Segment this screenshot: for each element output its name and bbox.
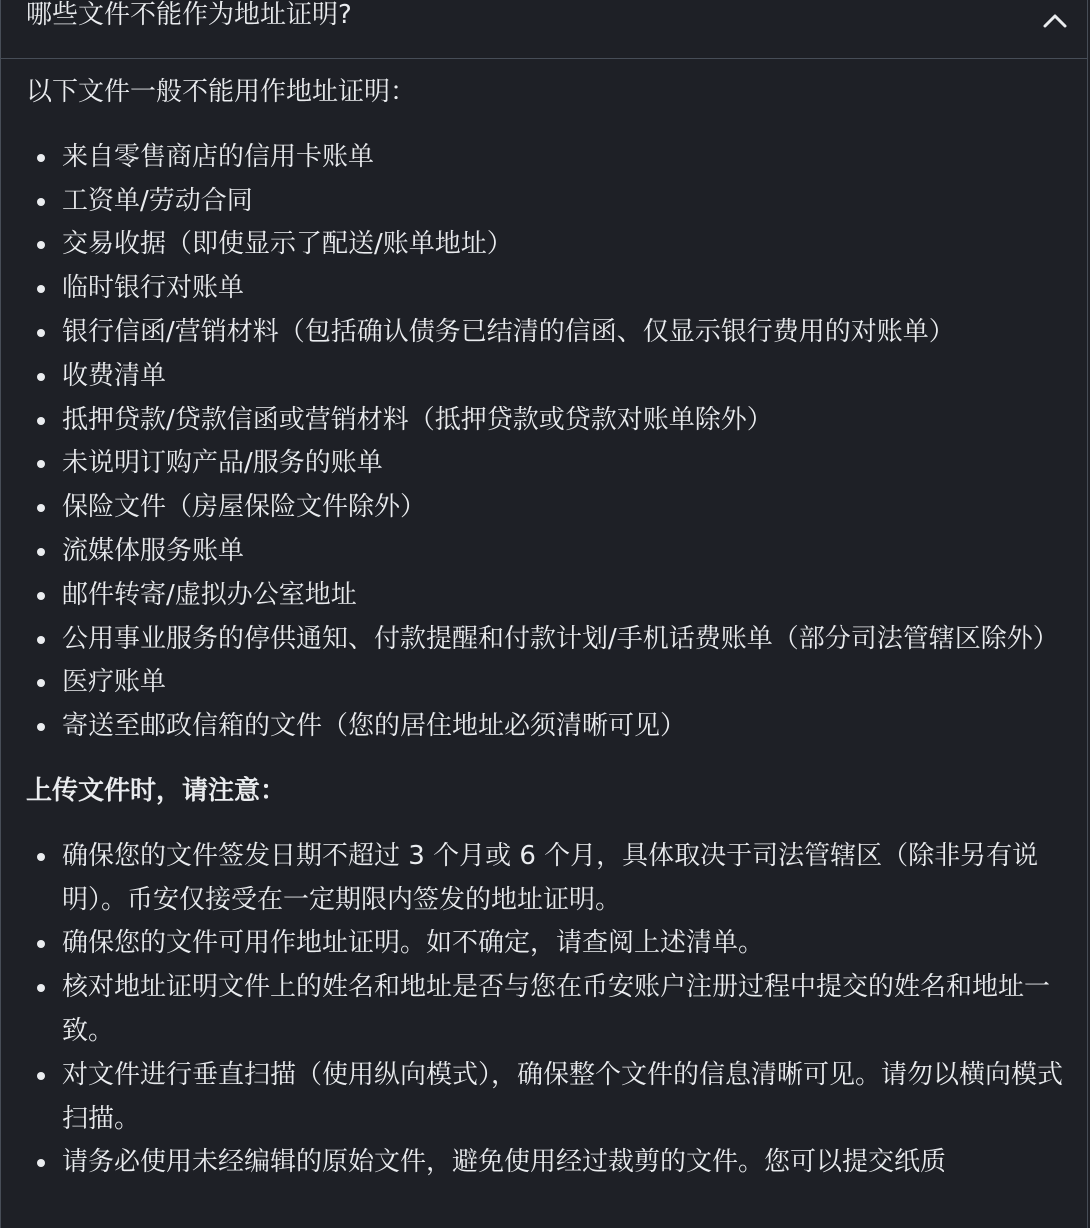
- list-item: 交易收据（即使显示了配送/账单地址）: [26, 223, 1071, 267]
- list-item: 确保您的文件可用作地址证明。如不确定，请查阅上述清单。: [26, 922, 1071, 966]
- list-item: 确保您的文件签发日期不超过 3 个月或 6 个月，具体取决于司法管辖区（除非另有说明）。币安仅接受在一定期限内签发的地址证明。: [26, 835, 1071, 923]
- upload-tips-list: [26, 835, 1071, 1185]
- list-item: 工资单/劳动合同: [26, 180, 1071, 224]
- list-item: 来自零售商店的信用卡账单: [26, 136, 1071, 180]
- accordion-header[interactable]: [1, 0, 1087, 59]
- list-item: 邮件转寄/虚拟办公室地址: [26, 574, 1071, 618]
- list-item: 流媒体服务账单: [26, 530, 1071, 574]
- list-item: 对文件进行垂直扫描（使用纵向模式），确保整个文件的信息清晰可见。请勿以横向模式扫描。: [26, 1054, 1071, 1142]
- list-item: 公用事业服务的停供通知、付款提醒和付款计划/手机话费账单（部分司法管辖区除外）: [26, 618, 1071, 662]
- accordion-title[interactable]: 哪些文件不能作为地址证明?: [26, 0, 352, 30]
- list-item: 医疗账单: [26, 661, 1071, 705]
- list-item: 核对地址证明文件上的姓名和地址是否与您在币安账户注册过程中提交的姓名和地址一致。: [26, 966, 1071, 1054]
- chevron-up-icon[interactable]: [1037, 3, 1073, 39]
- list-item: 未说明订购产品/服务的账单: [26, 442, 1071, 486]
- list-item: 收费清单: [26, 355, 1071, 399]
- list-item: 寄送至邮政信箱的文件（您的居住地址必须清晰可见）: [26, 705, 1071, 749]
- list-item: 抵押贷款/贷款信函或营销材料（抵押贷款或贷款对账单除外）: [26, 399, 1071, 443]
- list-item: 请务必使用未经编辑的原始文件，避免使用经过裁剪的文件。您可以提交纸质: [26, 1141, 1071, 1185]
- list-item: 银行信函/营销材料（包括确认债务已结清的信函、仅显示银行费用的对账单）: [26, 311, 1071, 355]
- list-item: 临时银行对账单: [26, 267, 1071, 311]
- section-intro: 以下文件一般不能用作地址证明：: [26, 77, 417, 107]
- excluded-documents-list: [26, 136, 1071, 749]
- list-item: 保险文件（房屋保险文件除外）: [26, 486, 1071, 530]
- accordion-content: [26, 71, 1071, 1185]
- upload-tips-heading: 上传文件时，请注意：: [26, 775, 287, 806]
